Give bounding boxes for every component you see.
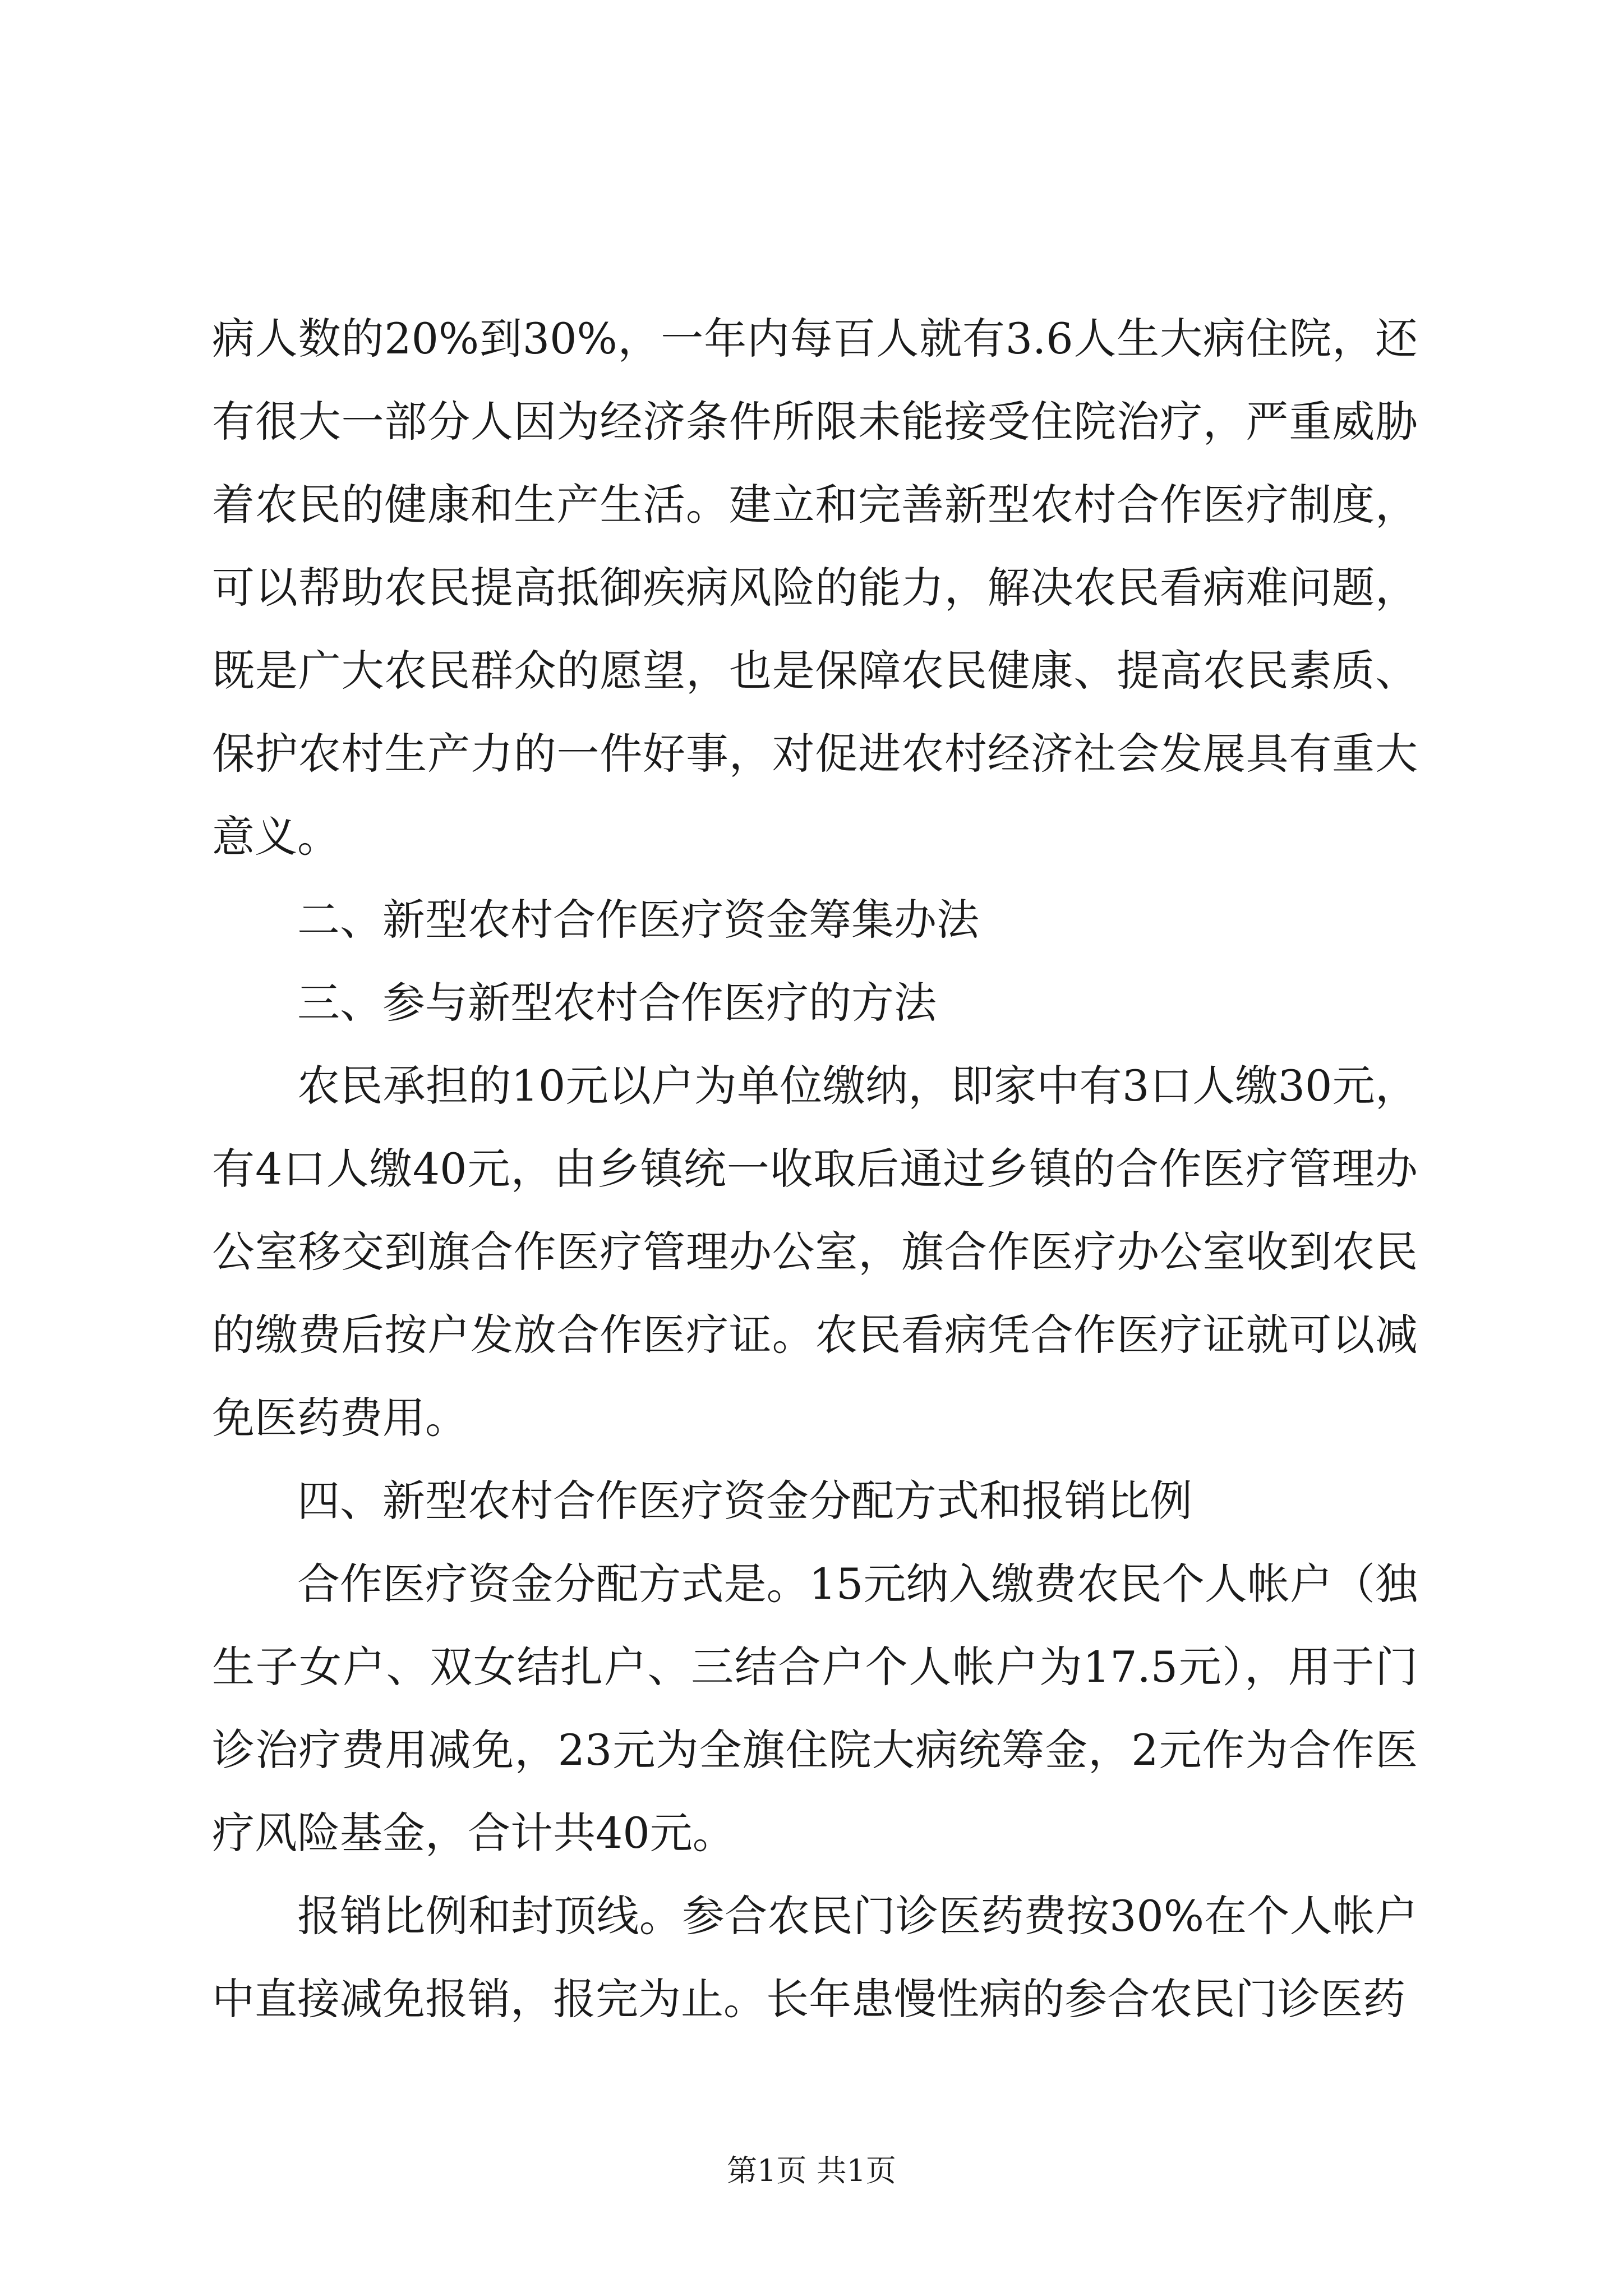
paragraph-fund-allocation: 合作医疗资金分配方式是。15元纳入缴费农民个人帐户（独生子女户、双女结扎户、三结合户个人帐户为17.5元），用于门诊治疗费用减免，23元为全旗住院大病统筹金，2元作为合作医疗风险基金，合计共40元。 <box>212 1559 1418 1858</box>
paragraph-payment-method: 农民承担的10元以户为单位缴纳，即家中有3口人缴30元，有4口人缴40元，由乡镇统一收取后通过乡镇的合作医疗管理办公室移交到旗合作医疗管理办公室，旗合作医疗办公室收到农民的缴费后按户发放合作医疗证。农民看病凭合作医疗证就可以减免医药费用。 <box>212 1061 1418 1443</box>
paragraph-continuation: 病人数的20%到30%，一年内每百人就有3.6人生大病住院，还有很大一部分人因为经济条件所限未能接受住院治疗，严重威胁着农民的健康和生产生活。建立和完善新型农村合作医疗制度，可以帮助农民提高抵御疾病风险的能力，解决农民看病难问题，既是广大农民群众的愿望，也是保障农民健康、提高农民素质、保护农村生产力的一件好事，对促进农村经济社会发展具有重大意义。 <box>212 314 1418 862</box>
section-heading-4: 四、新型农村合作医疗资金分配方式和报销比例 <box>297 1476 1192 1526</box>
page-footer: 第1页 共1页 <box>727 2153 896 2188</box>
document-body <box>212 297 1418 2041</box>
section-heading-3: 三、参与新型农村合作医疗的方法 <box>297 978 937 1028</box>
section-heading-2: 二、新型农村合作医疗资金筹集办法 <box>297 895 979 945</box>
paragraph-reimbursement: 报销比例和封顶线。参合农民门诊医药费按30%在个人帐户中直接减免报销，报完为止。长年患慢性病的参合农民门诊医药 <box>212 1891 1418 2024</box>
